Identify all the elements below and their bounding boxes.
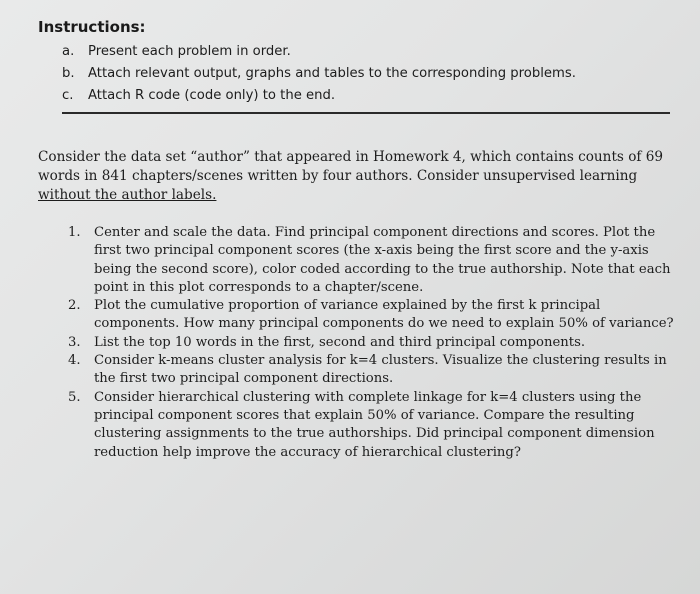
problem-number: 1. (68, 225, 81, 240)
instruction-marker: c. (62, 88, 74, 103)
problem-item (68, 389, 678, 462)
instruction-item (62, 44, 576, 66)
problem-text: List the top 10 words in the first, second and third principal components. (94, 334, 586, 350)
divider-line (62, 112, 670, 114)
problem-number: 3. (68, 334, 81, 350)
problem-number: 5. (68, 389, 81, 405)
problem-text: Plot the cumulative proportion of variance explained by the first k principal components. How many principal components do we need to explain 50% of variance? (94, 298, 674, 332)
instructions-list (62, 44, 576, 110)
instruction-text: Attach R code (code only) to the end. (88, 88, 336, 103)
instructions-title: Instructions: (38, 18, 146, 36)
intro-line: words in 841 chapters/scenes written by four authors. Consider unsupervised learning (38, 168, 638, 184)
problem-number: 4. (68, 353, 81, 369)
problem-item (68, 352, 678, 389)
instruction-marker: a. (62, 44, 75, 59)
instruction-marker: b. (62, 66, 75, 81)
intro-paragraph (38, 148, 678, 205)
problem-text: Center and scale the data. Find principal component directions and scores. Plot the first two principal component scores (the x-axis being the first score and the y-axis being the second score), color coded according to the true authorship. Note that each point in this plot corresponds to a chapter/scene. (94, 225, 671, 295)
problem-item (68, 334, 678, 352)
problem-text: Consider hierarchical clustering with complete linkage for k=4 clusters using the principal component scores that explain 50% of variance. Compare the resulting clustering assignments to the true authorships. Did principal component dimension reduction help improve the accuracy of hierarchical clustering? (94, 389, 655, 460)
intro-line: Consider the data set “author” that appeared in Homework 4, which contains counts of 69 (38, 149, 664, 165)
intro-line-underlined: without the author labels. (38, 187, 217, 203)
problem-item (68, 224, 678, 297)
instruction-text: Attach relevant output, graphs and tables to the corresponding problems. (88, 66, 576, 81)
instruction-item (62, 88, 576, 110)
problem-list (68, 224, 678, 462)
problem-number: 2. (68, 298, 81, 314)
problem-text: Consider k-means cluster analysis for k=4 clusters. Visualize the clustering results in the first two principal component directions. (94, 353, 667, 387)
problem-item (68, 297, 678, 334)
instruction-item (62, 66, 576, 88)
instruction-text: Present each problem in order. (88, 44, 291, 59)
